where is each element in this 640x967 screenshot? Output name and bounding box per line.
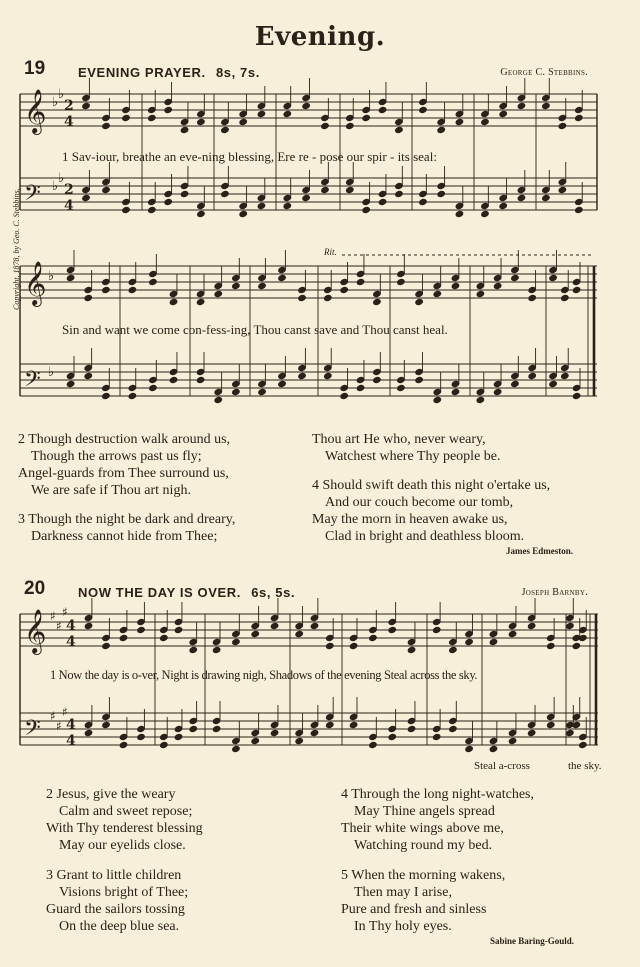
svg-text:♭: ♭ [48,365,55,380]
verse-line: 2 Jesus, give the weary [46,787,176,802]
note-head [527,622,536,629]
bass-clef-icon: 𝄢 [24,716,41,746]
verse-line: And our couch become our tomb, [325,495,514,510]
hymn-20-verses-left [46,786,203,935]
note-head [349,721,358,728]
hymn-20-bass-lyric-a: Steal a-cross [474,760,530,772]
hymn-19-number: 19 [24,58,46,79]
verse-line: 2 Though destruction walk around us, [18,432,231,447]
svg-text:2: 2 [64,182,74,198]
note-head [84,622,93,629]
hymn-19-composer: George C. Stebbins. [500,67,588,78]
hymn-20-verses-right [341,786,534,935]
note-head [388,626,397,633]
note-head [174,626,183,633]
verse-line: Thou art He who, never weary, [312,432,486,447]
note-head [270,729,279,736]
note-head [369,634,378,641]
svg-text:4: 4 [66,733,76,749]
verse-line: May the morn in heaven awake us, [312,512,508,527]
note-head [232,638,241,645]
verse-line: May our eyelids close. [59,838,186,853]
svg-text:4: 4 [64,198,74,214]
note-head [189,646,198,653]
note-head [369,741,378,748]
hymn-19-lyric-line-1: 1 Sav-iour, breathe an eve-ning blessing, Ere re - pose our spir - its seal: [62,149,437,164]
hymn-19-author: James Edmeston. [506,546,573,556]
svg-text:4: 4 [64,114,74,130]
note-head [137,733,146,740]
svg-text:♭: ♭ [52,95,59,110]
treble-clef-icon: 𝄞 [24,609,47,653]
note-head [189,725,198,732]
hymn-20-number: 20 [24,578,46,599]
hymn-20-author: Sabine Baring-Gould. [490,936,575,946]
hymn-20-treble-staff [20,614,598,646]
svg-text:♯: ♯ [50,609,56,623]
verse-line: On the deep blue sea. [59,919,180,934]
verse-line: Clad in bright and deathless bloom. [325,529,525,544]
treble-clef-icon: 𝄞 [24,89,47,133]
note-head [325,721,334,728]
svg-text:♯: ♯ [50,709,56,723]
hymn-20-meter: 6s, 5s. [251,585,296,600]
verse-line: Then may I arise, [354,885,452,900]
note-head [465,745,474,752]
svg-text:♭: ♭ [48,269,55,284]
hymn-20-composer: Joseph Barnby. [521,587,588,598]
page-title: Evening. [254,22,386,52]
note-head [310,729,319,736]
hymn-20-name: NOW THE DAY IS OVER. [78,585,241,600]
hymn-19-name: EVENING PRAYER. [78,65,206,80]
note-head [449,725,458,732]
svg-text:2: 2 [64,98,74,114]
note-head [232,745,241,752]
note-head [212,725,221,732]
note-head [349,642,358,649]
note-head [527,729,536,736]
copyright-notice: Copyright, 1878, by Geo. C. Stebbins. [12,188,21,310]
verse-line: 3 Though the night be dark and dreary, [18,512,236,527]
note-head [84,729,93,736]
note-head [566,729,575,736]
svg-text:♯: ♯ [62,705,68,719]
ritardando-mark: Rit. [324,247,337,257]
hymn-19-lyric-line-2: Sin and want we come con-fess-ing, Thou canst save and Thou canst heal. [62,322,448,337]
note-head [432,733,441,740]
verse-line: Their white wings above me, [341,821,504,836]
note-head [566,622,575,629]
note-head [508,737,517,744]
svg-text:♯: ♯ [56,719,62,733]
note-head [270,622,279,629]
hymn-19-meter: 8s, 7s. [215,65,260,80]
verse-line: Angel-guards from Thee surround us, [18,466,229,481]
note-head [137,626,146,633]
svg-text:♭: ♭ [58,87,65,102]
hymn-20-lyric-line-1: 1 Now the day is o-ver, Night is drawing nigh, Shadows of the evening Steal across the sky. [50,668,478,682]
verse-line: Guard the sailors tossing [46,902,185,917]
bass-clef-icon: 𝄢 [24,367,41,397]
verse-line: 3 Grant to little children [46,868,182,883]
note-head [102,721,111,728]
note-head [251,630,260,637]
note-head [572,642,581,649]
svg-text:4: 4 [66,634,76,650]
note-head [546,642,555,649]
note-head [310,622,319,629]
note-head [388,733,397,740]
svg-text:♯: ♯ [56,619,62,633]
verse-line: 4 Through the long night-watches, [341,787,534,802]
note-head [449,646,458,653]
svg-text:4: 4 [66,618,76,634]
note-head [102,642,111,649]
verse-line: Though the arrows past us fly; [31,449,202,464]
note-head [579,741,588,748]
note-head [489,745,498,752]
note-head [174,733,183,740]
verse-line: We are safe if Thou art nigh. [31,483,191,498]
svg-text:♭: ♭ [58,171,65,186]
note-head [325,642,334,649]
note-head [407,646,416,653]
note-head [119,634,128,641]
verse-line: 4 Should swift death this night o'ertake us, [312,478,551,493]
verse-line: With Thy tenderest blessing [46,821,203,836]
note-head [160,741,169,748]
note-head [295,737,304,744]
verse-line: Darkness cannot hide from Thee; [31,529,218,544]
verse-line: Pure and fresh and sinless [341,902,487,917]
verse-line: 5 When the morning wakens, [341,868,506,883]
note-head [212,646,221,653]
note-head [465,638,474,645]
note-head [407,725,416,732]
note-head [119,741,128,748]
note-head [160,634,169,641]
note-head [295,630,304,637]
verse-line: Visions bright of Thee; [59,885,189,900]
note-head [432,626,441,633]
svg-text:♭: ♭ [52,179,59,194]
note-head [489,638,498,645]
verse-line: May Thine angels spread [354,804,495,819]
note-head [251,737,260,744]
hymn-20-bass-lyric-b: the sky. [568,760,602,772]
bass-clef-icon: 𝄢 [24,181,41,211]
note-head [546,721,555,728]
svg-text:♯: ♯ [62,605,68,619]
svg-text:4: 4 [66,717,76,733]
verse-line: Watching round my bed. [354,838,493,853]
verse-line: Watchest where Thy people be. [325,449,501,464]
verse-line: In Thy holy eyes. [354,919,452,934]
treble-clef-icon: 𝄞 [24,261,47,305]
verse-line: Calm and sweet repose; [59,804,193,819]
note-head [508,630,517,637]
